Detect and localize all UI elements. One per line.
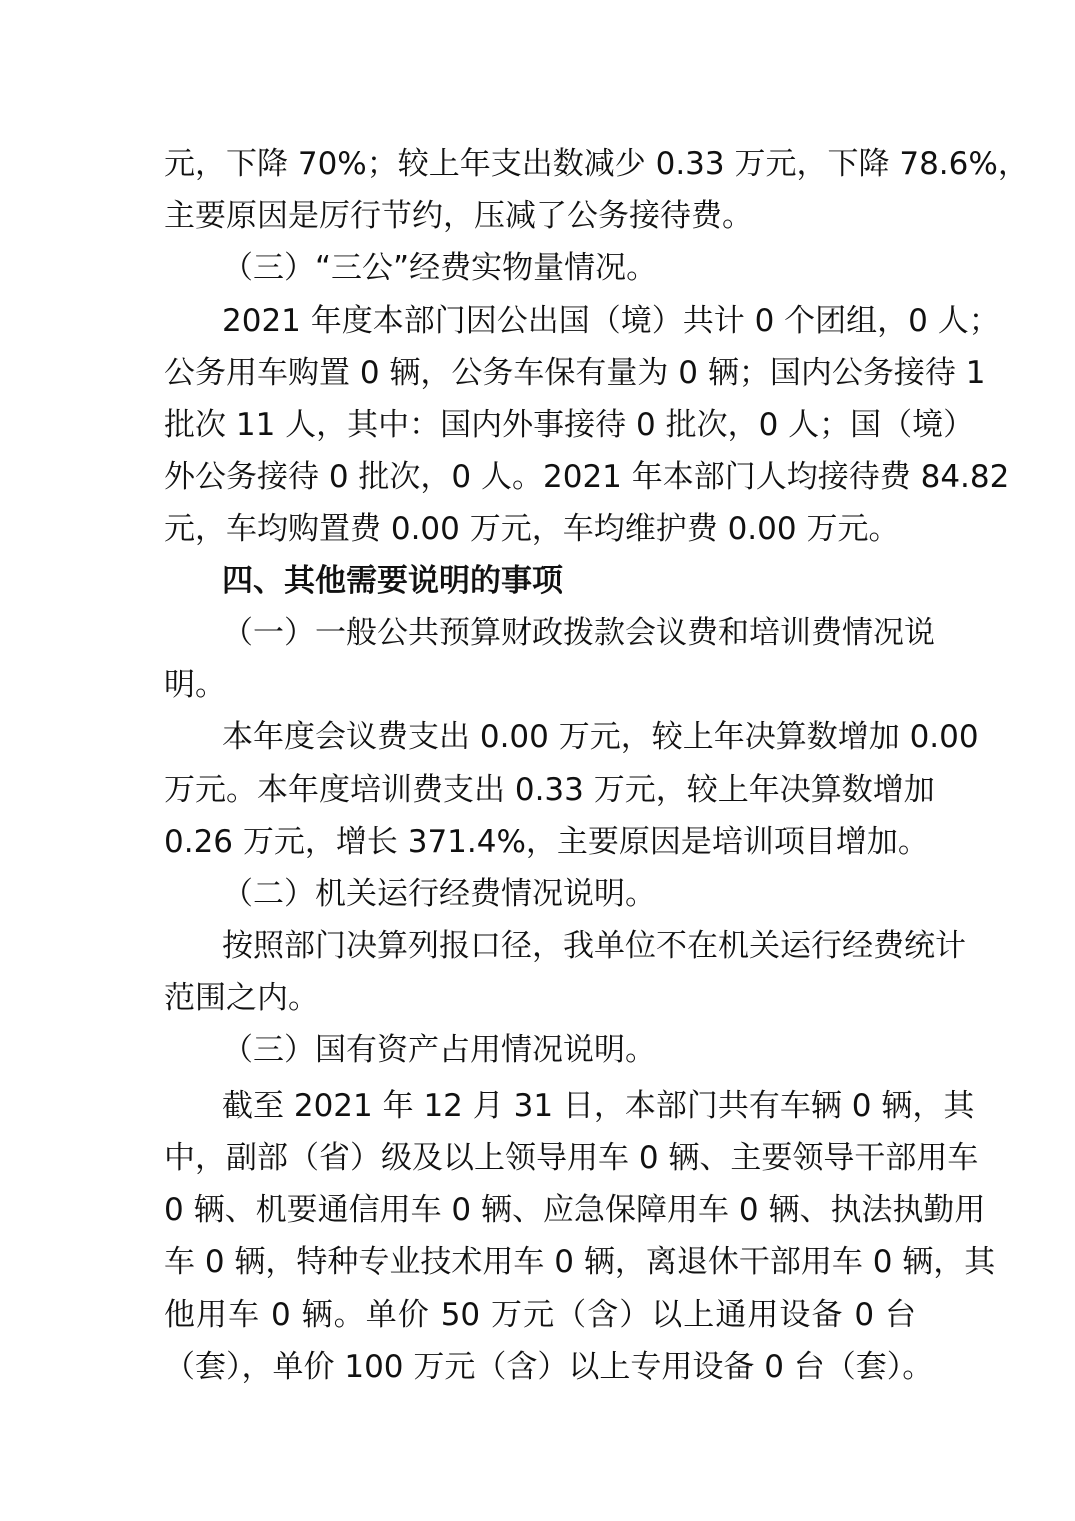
body-text-line: 0.26 万元，增长 371.4%，主要原因是培训项目增加。 (164, 824, 929, 860)
body-text-line: 他用车 0 辆。单价 50 万元（含）以上通用设备 0 台 (164, 1297, 916, 1333)
body-text-line: 按照部门决算列报口径，我单位不在机关运行经费统计 (222, 928, 966, 964)
body-text-line: 0 辆、机要通信用车 0 辆、应急保障用车 0 辆、执法执勤用 (164, 1192, 986, 1228)
body-text-line: （套），单价 100 万元（含）以上专用设备 0 台（套）。 (164, 1349, 934, 1385)
subsection-heading: （三）“三公”经费实物量情况。 (222, 250, 658, 286)
body-text-line: 车 0 辆，特种专业技术用车 0 辆，离退休干部用车 0 辆，其 (164, 1244, 996, 1280)
body-text-line: 主要原因是厉行节约，压减了公务接待费。 (164, 198, 753, 234)
body-text-line: 元，车均购置费 0.00 万元，车均维护费 0.00 万元。 (164, 511, 900, 547)
body-text-line: 中，副部（省）级及以上领导用车 0 辆、主要领导干部用车 (164, 1140, 979, 1176)
subsection-heading: （三）国有资产占用情况说明。 (222, 1032, 656, 1068)
subsection-heading: 明。 (164, 667, 226, 703)
body-text-line: 截至 2021 年 12 月 31 日，本部门共有车辆 0 辆，其 (222, 1088, 975, 1124)
body-text-line: 公务用车购置 0 辆，公务车保有量为 0 辆；国内公务接待 1 (164, 355, 986, 391)
subsection-heading: （二）机关运行经费情况说明。 (222, 876, 656, 912)
body-text-line: 批次 11 人，其中：国内外事接待 0 批次，0 人；国（境） (164, 407, 975, 443)
body-text-line: 万元。本年度培训费支出 0.33 万元，较上年决算数增加 (164, 772, 935, 808)
body-text-line: 外公务接待 0 批次，0 人。2021 年本部门人均接待费 84.82 (164, 459, 1010, 495)
section-heading: 四、其他需要说明的事项 (222, 563, 563, 599)
subsection-heading: （一）一般公共预算财政拨款会议费和培训费情况说 (222, 615, 935, 651)
body-text-line: 元，下降 70%；较上年支出数减少 0.33 万元，下降 78.6%， (164, 146, 1029, 182)
body-text-line: 本年度会议费支出 0.00 万元，较上年决算数增加 0.00 (222, 719, 979, 755)
body-text-line: 范围之内。 (164, 980, 319, 1016)
body-text-line: 2021 年度本部门因公出国（境）共计 0 个团组，0 人； (222, 303, 1000, 339)
